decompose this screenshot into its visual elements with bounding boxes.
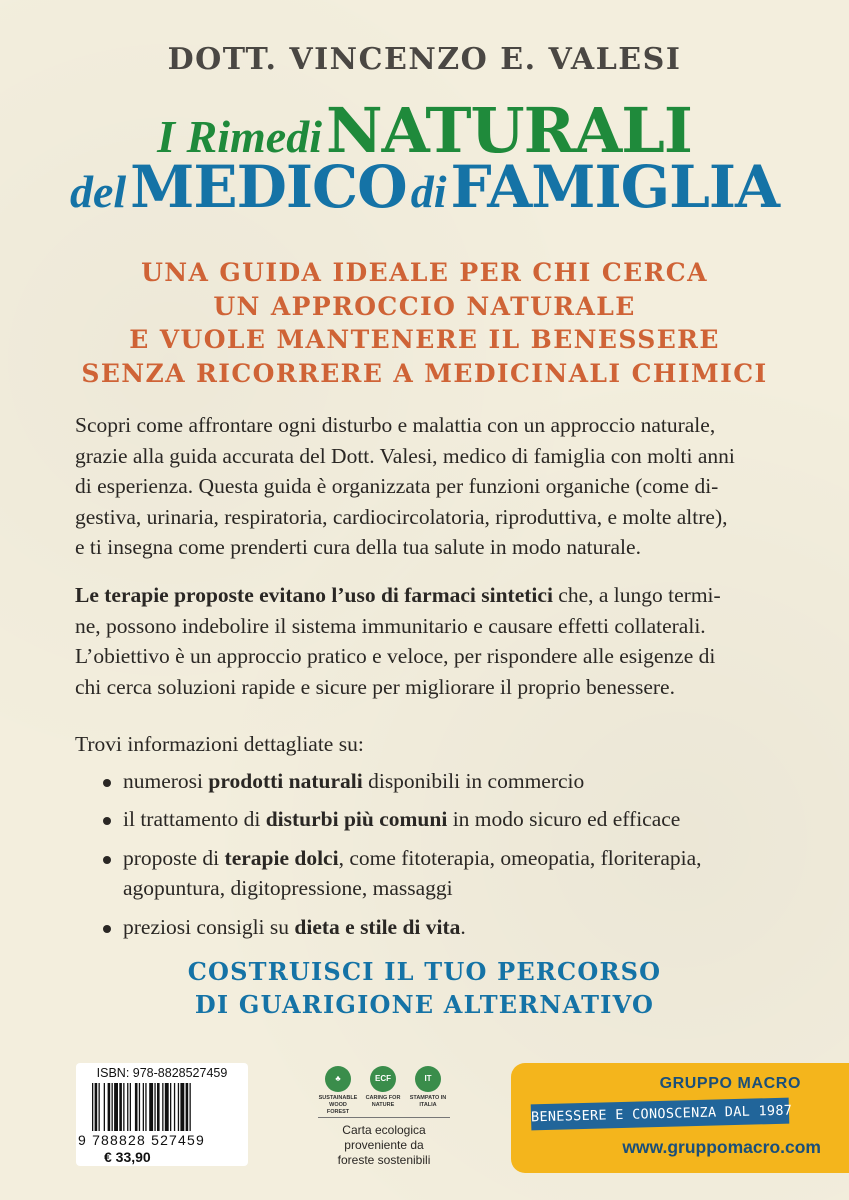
text-line: e ti insegna come prenderti cura della tua salute in modo naturale.: [75, 535, 641, 560]
barcode-bar: [174, 1083, 175, 1131]
text-fragment: , come fitoterapia, omeopatia, floriterapia,: [338, 845, 702, 870]
bold-phrase: terapie dolci: [224, 845, 339, 870]
bold-phrase: disturbi più comuni: [265, 807, 448, 832]
price: € 33,90: [104, 1149, 151, 1165]
publisher-name: GRUPPO MACRO: [659, 1075, 801, 1092]
title-word-medico: MEDICO: [130, 153, 407, 221]
barcode-bar: [154, 1083, 155, 1131]
bold-phrase: prodotti naturali: [208, 768, 363, 793]
text-fragment: che, a lungo termi-: [552, 583, 721, 607]
barcode-bar: [190, 1083, 191, 1131]
text-fragment: preziosi consigli su: [123, 914, 295, 939]
isbn-text: ISBN: 978-8828527459: [96, 1066, 228, 1080]
barcode-bar: [145, 1083, 146, 1131]
bold-phrase: dieta e stile di vita: [294, 914, 461, 939]
title-word-del: del: [69, 166, 127, 217]
badge-label: STAMPATO IN ITALIA: [409, 1095, 447, 1108]
barcode-bar: [130, 1083, 131, 1131]
barcode-bar: [143, 1083, 144, 1131]
text-line: grazie alla guida accurata del Dott. Valesi, medico di famiglia con molti anni: [75, 443, 735, 468]
list-item: [75, 766, 775, 797]
barcode-bar: [139, 1083, 140, 1131]
barcode-bar: [180, 1083, 184, 1131]
text-line: ne, possono indebolire il sistema immunitario e causare effetti collaterali.: [75, 613, 706, 638]
cta-line: COSTRUISCI IL TUO PERCORSO: [187, 957, 662, 986]
barcode-bar: [108, 1083, 111, 1131]
barcode-bar: [165, 1083, 169, 1131]
sustainable-forest-badge: [318, 1066, 358, 1116]
text-line: di esperienza. Questa guida è organizzata per funzioni organiche (come di-: [75, 474, 719, 499]
badge-label: CARING FOR NATURE: [365, 1095, 401, 1108]
divider: [318, 1117, 450, 1118]
eco-line: foreste sostenibili: [337, 1153, 431, 1167]
barcode-bar: [162, 1083, 163, 1131]
eco-line: Carta ecologica: [342, 1123, 426, 1137]
barcode-bar: [119, 1083, 122, 1131]
tagline-line: SENZA RICORRERE A MEDICINALI CHIMICI: [81, 358, 768, 388]
text-fragment: in modo sicuro ed efficace: [447, 807, 681, 832]
publisher-slogan: BENESSERE E CONOSCENZA DAL 1987: [531, 1098, 790, 1131]
therapy-paragraph: [75, 580, 775, 702]
text-fragment: agopuntura, digitopressione, massaggi: [123, 876, 453, 901]
eco-paper-note: [318, 1123, 450, 1168]
printed-in-italy-badge: [408, 1066, 448, 1109]
topics-section: [75, 729, 775, 951]
tagline-line: UN APPROCCIO NATURALE: [213, 291, 636, 321]
barcode-bar: [186, 1083, 189, 1131]
tagline: [0, 256, 849, 390]
title-word-naturali: NATURALI: [326, 94, 692, 167]
text-fragment: il trattamento di: [123, 807, 266, 832]
title-word-di: di: [410, 166, 447, 217]
topics-intro: Trovi informazioni dettagliate su:: [75, 732, 364, 756]
tagline-line: E VUOLE MANTENERE IL BENESSERE: [129, 325, 720, 354]
certification-icons: [318, 1066, 448, 1116]
topics-list: [75, 766, 775, 943]
title-word-famiglia: FAMIGLIA: [450, 153, 780, 221]
eco-line: proveniente da: [344, 1138, 424, 1152]
title-word-i-rimedi: I Rimedi: [157, 111, 322, 162]
barcode-bar: [92, 1083, 93, 1131]
ecf-badge: [363, 1066, 403, 1109]
barcode-bar: [104, 1083, 105, 1131]
ecf-icon: ECF: [370, 1066, 396, 1092]
barcode-digits: 9 788828 527459: [78, 1132, 205, 1148]
list-item: [75, 804, 775, 835]
badge-label: SUSTAINABLE WOOD FOREST: [318, 1095, 358, 1115]
barcode-bar: [95, 1083, 98, 1131]
bold-phrase: Le terapie proposte evitano l’uso di farmaci sintetici: [75, 583, 553, 607]
cta-line: DI GUARIGIONE ALTERNATIVO: [194, 990, 655, 1019]
text-line: L’obiettivo è un approccio pratico e veloce, per rispondere alle esigenze di: [75, 644, 716, 669]
barcode-bar: [178, 1083, 179, 1131]
barcode-bar: [99, 1083, 100, 1131]
text-line: gestiva, urinaria, respiratoria, cardiocircolatoria, riproduttiva, e molte altre),: [75, 504, 728, 529]
barcode-bar: [170, 1083, 171, 1131]
barcode-bar: [149, 1083, 153, 1131]
text-fragment: numerosi: [123, 768, 209, 793]
author-name: DOTT. VINCENZO E. VALESI: [167, 42, 682, 77]
barcode-bar: [157, 1083, 160, 1131]
list-item: [75, 912, 775, 943]
list-item: [75, 843, 775, 904]
text-line: [75, 580, 775, 611]
publisher-url[interactable]: www.gruppomacro.com: [622, 1137, 821, 1157]
text-fragment: proposte di: [123, 845, 225, 870]
italy-icon: IT: [415, 1066, 441, 1092]
tree-icon: ♣: [325, 1066, 351, 1092]
publisher-block: [511, 1063, 849, 1173]
barcode-bar: [114, 1083, 118, 1131]
barcode-bar: [127, 1083, 128, 1131]
book-title-line-2: [0, 153, 849, 221]
barcode-bar: [123, 1083, 124, 1131]
barcode-bars: [92, 1083, 238, 1131]
text-fragment: .: [460, 914, 466, 939]
call-to-action: [0, 955, 849, 1021]
barcode-bar: [112, 1083, 113, 1131]
text-line: chi cerca soluzioni rapide e sicure per migliorare il proprio benessere.: [75, 674, 675, 699]
text-fragment: disponibili in commercio: [362, 768, 585, 793]
intro-paragraph: [75, 410, 775, 563]
tagline-line: UNA GUIDA IDEALE PER CHI CERCA: [141, 258, 708, 287]
barcode-label: [76, 1063, 248, 1166]
barcode-bar: [135, 1083, 138, 1131]
text-line: Scopri come affrontare ogni disturbo e malattia con un approccio naturale,: [75, 413, 716, 437]
